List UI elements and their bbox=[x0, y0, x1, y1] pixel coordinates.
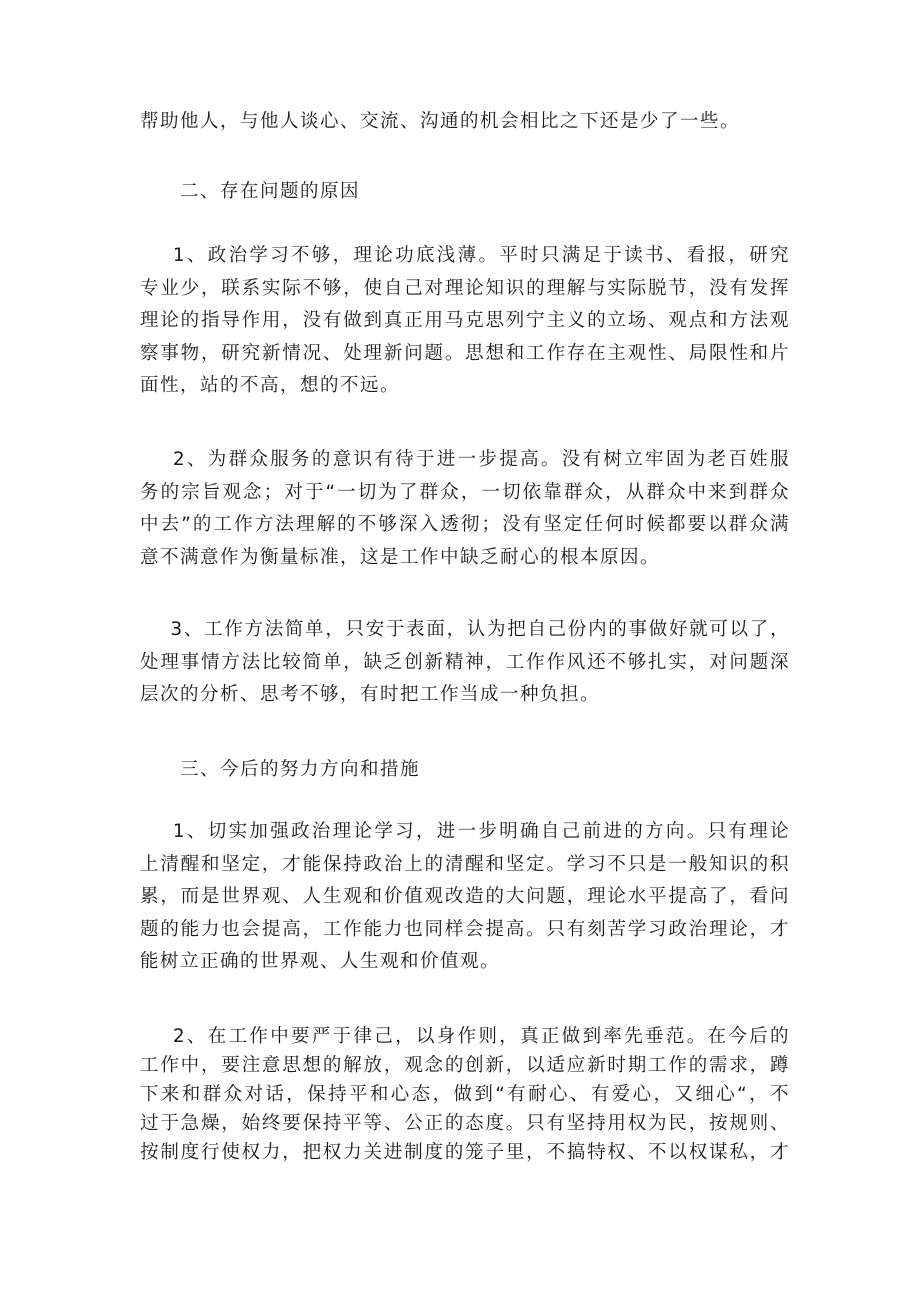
paragraph-line: 2、在工作中要严于律己，以身作则，真正做到率先垂范。在今后的 bbox=[140, 1026, 790, 1047]
paragraph-line: 过于急燥，始终要保持平等、公正的态度。只有坚持用权为民，按规则、 bbox=[140, 1113, 790, 1134]
paragraph-line: 1、切实加强政治理论学习，进一步明确自己前进的方向。只有理论 bbox=[140, 821, 790, 842]
paragraph-line: 题的能力也会提高，工作能力也同样会提高。只有刻苦学习政治理论，才 bbox=[140, 918, 790, 940]
section2-item3-paragraph bbox=[140, 614, 790, 712]
paragraph-line: 上清醒和坚定，才能保持政治上的清醒和坚定。学习不只是一般知识的积 bbox=[140, 853, 790, 875]
paragraph-line: 中去”的工作方法理解的不够深入透彻；没有坚定任何时候都要以群众满 bbox=[140, 514, 790, 535]
section2-heading: 二、存在问题的原因 bbox=[180, 181, 361, 202]
paragraph-line: 下来和群众对话，保持平和心态，做到“有耐心、有爱心，又细心“，不 bbox=[140, 1084, 790, 1105]
paragraph-line: 面性，站的不高，想的不远。 bbox=[140, 375, 401, 396]
paragraph-line: 1、政治学习不够，理论功底浅薄。平时只满足于读书、看报，研究 bbox=[140, 245, 790, 266]
section2-item1-paragraph bbox=[140, 240, 790, 403]
section3-item2-paragraph bbox=[140, 1022, 790, 1167]
section3-heading: 三、今后的努力方向和措施 bbox=[180, 759, 421, 780]
paragraph-line: 察事物，研究新情况、处理新问题。思想和工作存在主观性、局限性和片 bbox=[140, 342, 790, 364]
paragraph-line: 专业少，联系实际不够，使自己对理论知识的理解与实际脱节，没有发挥 bbox=[140, 277, 790, 299]
paragraph-line: 意不满意作为衡量标准，这是工作中缺乏耐心的根本原因。 bbox=[140, 546, 661, 568]
paragraph-line: 理论的指导作用，没有做到真正用马克思列宁主义的立场、观点和方法观 bbox=[140, 310, 790, 331]
paragraph-line: 工作中，要注意思想的解放，观念的创新，以适应新时期工作的需求，蹲 bbox=[140, 1055, 790, 1076]
paragraph-line: 处理事情方法比较简单，缺乏创新精神，工作作风还不够扎实，对问题深 bbox=[140, 651, 790, 673]
paragraph-line: 层次的分析、思考不够，有时把工作当成一种负担。 bbox=[140, 684, 601, 705]
intro-line: 帮助他人，与他人谈心、交流、沟通的机会相比之下还是少了一些。 bbox=[140, 111, 741, 132]
paragraph-line: 累，而是世界观、人生观和价值观改造的大问题，理论水平提高了，看问 bbox=[140, 886, 790, 907]
section2-item2-paragraph bbox=[140, 444, 790, 574]
section3-item1-paragraph bbox=[140, 816, 790, 979]
intro-paragraph bbox=[140, 106, 790, 139]
paragraph-line: 3、工作方法简单，只安于表面，认为把自己份内的事做好就可以了， bbox=[140, 619, 790, 640]
paragraph-line: 务的宗旨观念；对于“一切为了群众，一切依靠群众，从群众中来到群众 bbox=[140, 481, 790, 503]
paragraph-line: 2、为群众服务的意识有待于进一步提高。没有树立牢固为老百姓服 bbox=[140, 449, 790, 470]
paragraph-line: 能树立正确的世界观、人生观和价值观。 bbox=[140, 951, 501, 972]
paragraph-line: 按制度行使权力，把权力关进制度的笼子里，不搞特权、不以权谋私，才 bbox=[140, 1142, 790, 1163]
